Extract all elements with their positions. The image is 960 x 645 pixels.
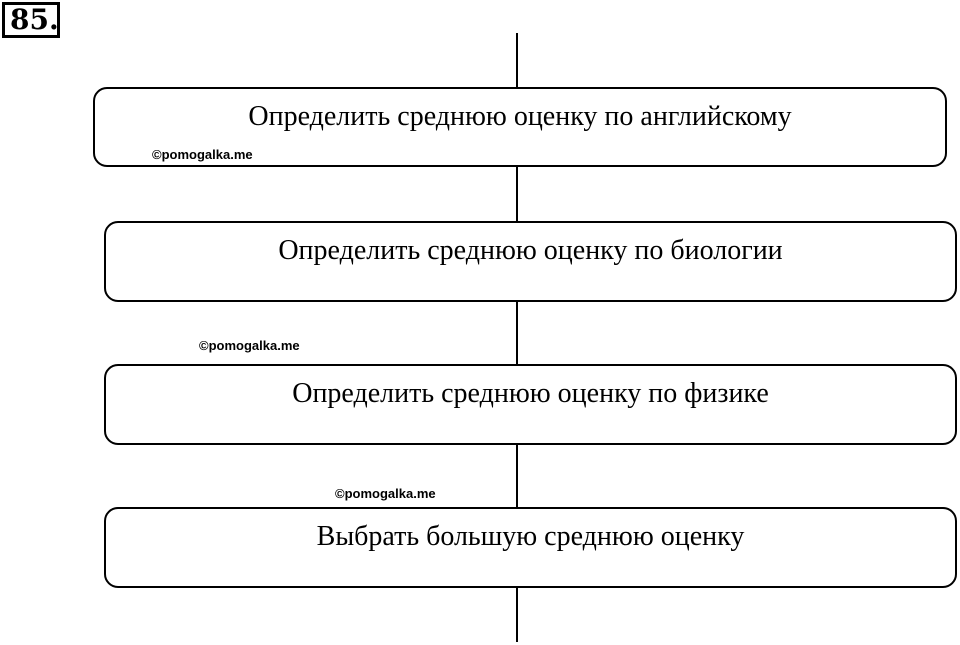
problem-number	[2, 2, 60, 38]
watermark: ©pomogalka.me	[152, 147, 253, 162]
step-label: Выбрать большую среднюю оценку	[316, 521, 745, 552]
flow-line-2-3	[516, 301, 518, 365]
watermark: ©pomogalka.me	[335, 486, 436, 501]
flow-line-top	[516, 33, 518, 87]
flow-line-bottom	[516, 587, 518, 642]
step-label: Определить среднюю оценку по английскому	[248, 101, 792, 132]
process-step-physics	[104, 364, 957, 445]
flow-line-3-4	[516, 444, 518, 508]
flow-line-1-2	[516, 166, 518, 222]
process-step-choose-max	[104, 507, 957, 588]
process-step-biology	[104, 221, 957, 302]
watermark: ©pomogalka.me	[199, 338, 300, 353]
step-label: Определить среднюю оценку по биологии	[278, 235, 783, 266]
problem-number-text: 85.	[10, 3, 59, 36]
step-label: Определить среднюю оценку по физике	[292, 378, 769, 409]
